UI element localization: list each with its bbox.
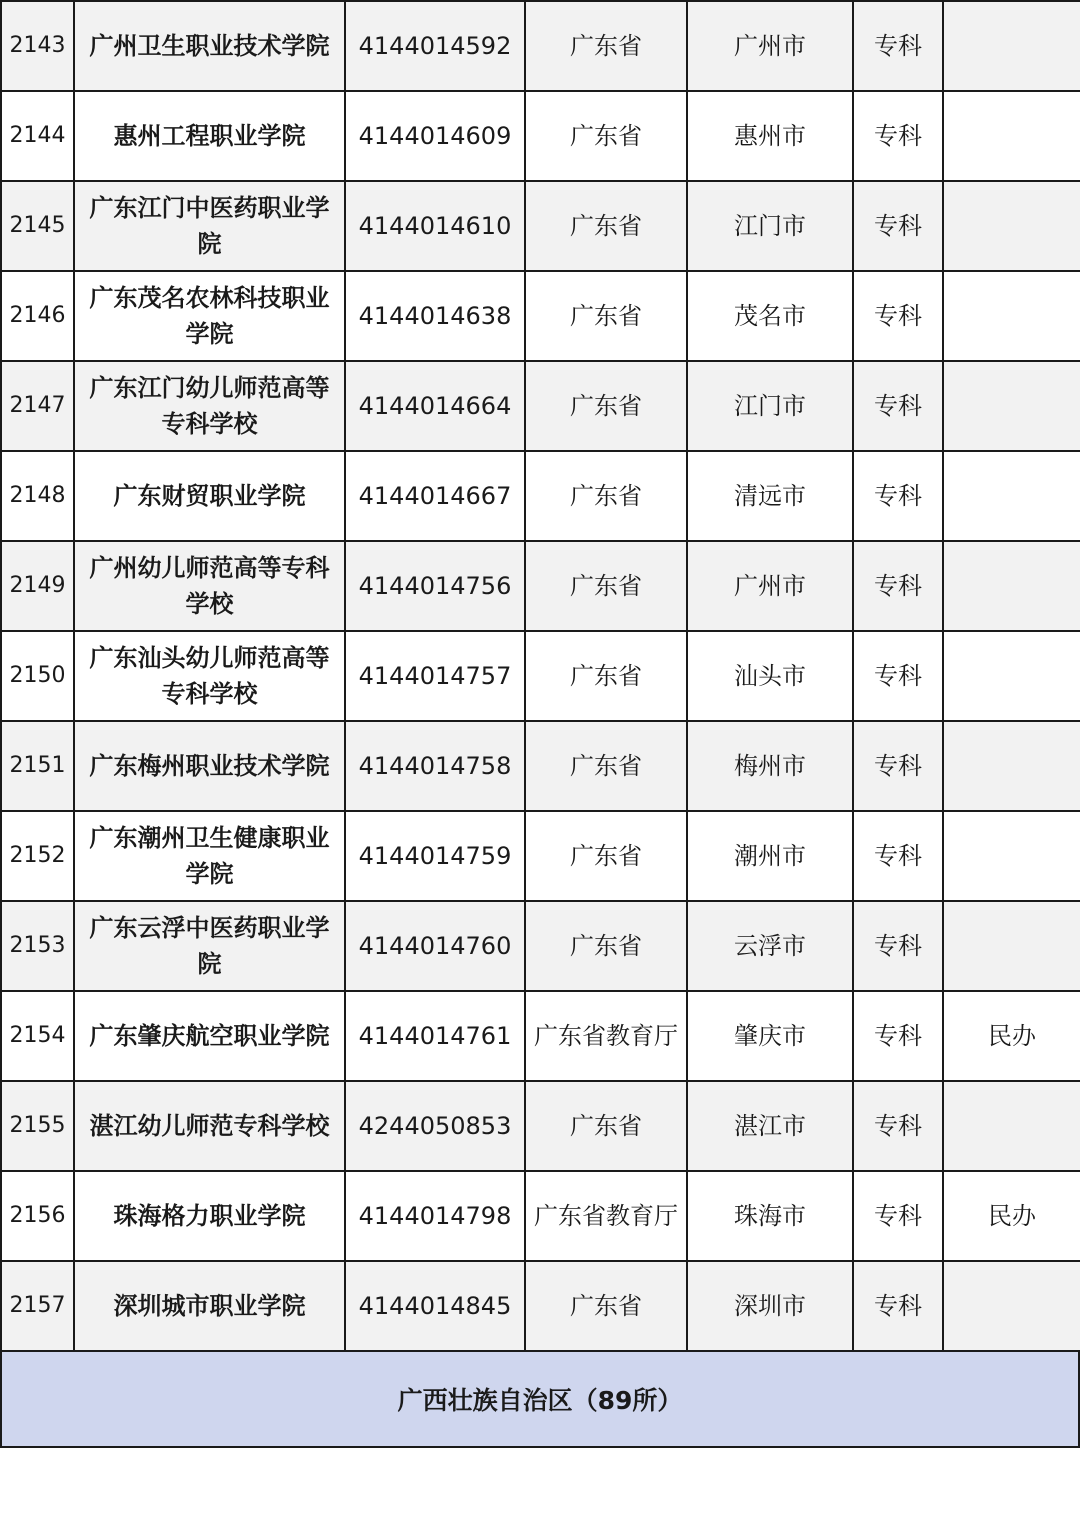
school-code-cell: 4144014759 bbox=[345, 811, 525, 901]
authority-cell: 广东省 bbox=[525, 271, 687, 361]
note-cell bbox=[943, 181, 1080, 271]
school-code-cell: 4144014757 bbox=[345, 631, 525, 721]
level-cell: 专科 bbox=[853, 181, 943, 271]
row-number-cell: 2147 bbox=[1, 361, 74, 451]
note-cell bbox=[943, 1081, 1080, 1171]
row-number-cell: 2143 bbox=[1, 1, 74, 91]
city-cell: 云浮市 bbox=[687, 901, 853, 991]
table-row bbox=[1, 361, 1080, 451]
school-code-cell: 4144014761 bbox=[345, 991, 525, 1081]
school-name-cell: 广东梅州职业技术学院 bbox=[74, 721, 345, 811]
city-cell: 肇庆市 bbox=[687, 991, 853, 1081]
row-number-cell: 2148 bbox=[1, 451, 74, 541]
row-number-cell: 2150 bbox=[1, 631, 74, 721]
school-code-cell: 4144014638 bbox=[345, 271, 525, 361]
authority-cell: 广东省 bbox=[525, 451, 687, 541]
row-number-cell: 2151 bbox=[1, 721, 74, 811]
level-cell: 专科 bbox=[853, 631, 943, 721]
table-row bbox=[1, 1261, 1080, 1351]
school-code-cell: 4244050853 bbox=[345, 1081, 525, 1171]
note-cell bbox=[943, 1, 1080, 91]
note-cell bbox=[943, 1261, 1080, 1351]
city-cell: 茂名市 bbox=[687, 271, 853, 361]
table-row bbox=[1, 451, 1080, 541]
note-cell bbox=[943, 901, 1080, 991]
authority-cell: 广东省 bbox=[525, 181, 687, 271]
school-name-cell: 广东江门幼儿师范高等专科学校 bbox=[74, 361, 345, 451]
school-name-cell: 广东财贸职业学院 bbox=[74, 451, 345, 541]
school-code-cell: 4144014609 bbox=[345, 91, 525, 181]
table-row bbox=[1, 991, 1080, 1081]
school-code-cell: 4144014760 bbox=[345, 901, 525, 991]
school-code-cell: 4144014592 bbox=[345, 1, 525, 91]
table-row bbox=[1, 541, 1080, 631]
row-number-cell: 2155 bbox=[1, 1081, 74, 1171]
note-cell bbox=[943, 541, 1080, 631]
school-name-cell: 广东江门中医药职业学院 bbox=[74, 181, 345, 271]
level-cell: 专科 bbox=[853, 1261, 943, 1351]
school-code-cell: 4144014664 bbox=[345, 361, 525, 451]
authority-cell: 广东省 bbox=[525, 541, 687, 631]
row-number-cell: 2144 bbox=[1, 91, 74, 181]
row-number-cell: 2153 bbox=[1, 901, 74, 991]
table-row bbox=[1, 1, 1080, 91]
school-name-cell: 珠海格力职业学院 bbox=[74, 1171, 345, 1261]
row-number-cell: 2152 bbox=[1, 811, 74, 901]
table-row bbox=[1, 91, 1080, 181]
school-name-cell: 广东汕头幼儿师范高等专科学校 bbox=[74, 631, 345, 721]
authority-cell: 广东省 bbox=[525, 1261, 687, 1351]
school-code-cell: 4144014798 bbox=[345, 1171, 525, 1261]
city-cell: 江门市 bbox=[687, 361, 853, 451]
level-cell: 专科 bbox=[853, 1081, 943, 1171]
school-name-cell: 湛江幼儿师范专科学校 bbox=[74, 1081, 345, 1171]
note-cell bbox=[943, 631, 1080, 721]
city-cell: 清远市 bbox=[687, 451, 853, 541]
level-cell: 专科 bbox=[853, 721, 943, 811]
city-cell: 惠州市 bbox=[687, 91, 853, 181]
row-number-cell: 2157 bbox=[1, 1261, 74, 1351]
school-code-cell: 4144014758 bbox=[345, 721, 525, 811]
note-cell bbox=[943, 91, 1080, 181]
school-name-cell: 广东肇庆航空职业学院 bbox=[74, 991, 345, 1081]
section-header-guangxi bbox=[0, 1352, 1080, 1448]
school-name-cell: 广州卫生职业技术学院 bbox=[74, 1, 345, 91]
authority-cell: 广东省 bbox=[525, 91, 687, 181]
authority-cell: 广东省 bbox=[525, 901, 687, 991]
row-number-cell: 2149 bbox=[1, 541, 74, 631]
table-row bbox=[1, 811, 1080, 901]
row-number-cell: 2156 bbox=[1, 1171, 74, 1261]
authority-cell: 广东省 bbox=[525, 361, 687, 451]
level-cell: 专科 bbox=[853, 541, 943, 631]
table-body bbox=[1, 1, 1080, 1351]
note-cell bbox=[943, 451, 1080, 541]
city-cell: 汕头市 bbox=[687, 631, 853, 721]
school-name-cell: 深圳城市职业学院 bbox=[74, 1261, 345, 1351]
city-cell: 珠海市 bbox=[687, 1171, 853, 1261]
school-name-cell: 广东云浮中医药职业学院 bbox=[74, 901, 345, 991]
row-number-cell: 2146 bbox=[1, 271, 74, 361]
level-cell: 专科 bbox=[853, 1171, 943, 1261]
table-row bbox=[1, 271, 1080, 361]
city-cell: 梅州市 bbox=[687, 721, 853, 811]
city-cell: 江门市 bbox=[687, 181, 853, 271]
note-cell bbox=[943, 811, 1080, 901]
row-number-cell: 2145 bbox=[1, 181, 74, 271]
school-code-cell: 4144014610 bbox=[345, 181, 525, 271]
city-cell: 广州市 bbox=[687, 1, 853, 91]
city-cell: 深圳市 bbox=[687, 1261, 853, 1351]
level-cell: 专科 bbox=[853, 451, 943, 541]
row-number-cell: 2154 bbox=[1, 991, 74, 1081]
note-cell bbox=[943, 361, 1080, 451]
school-code-cell: 4144014667 bbox=[345, 451, 525, 541]
note-cell bbox=[943, 721, 1080, 811]
city-cell: 广州市 bbox=[687, 541, 853, 631]
authority-cell: 广东省教育厅 bbox=[525, 991, 687, 1081]
level-cell: 专科 bbox=[853, 271, 943, 361]
authority-cell: 广东省 bbox=[525, 1081, 687, 1171]
authority-cell: 广东省 bbox=[525, 1, 687, 91]
table-row bbox=[1, 1171, 1080, 1261]
level-cell: 专科 bbox=[853, 991, 943, 1081]
table-row bbox=[1, 181, 1080, 271]
note-cell bbox=[943, 271, 1080, 361]
table-row bbox=[1, 1081, 1080, 1171]
authority-cell: 广东省 bbox=[525, 811, 687, 901]
authority-cell: 广东省 bbox=[525, 721, 687, 811]
authority-cell: 广东省 bbox=[525, 631, 687, 721]
level-cell: 专科 bbox=[853, 91, 943, 181]
city-cell: 潮州市 bbox=[687, 811, 853, 901]
level-cell: 专科 bbox=[853, 811, 943, 901]
level-cell: 专科 bbox=[853, 361, 943, 451]
table-row bbox=[1, 721, 1080, 811]
school-name-cell: 广东潮州卫生健康职业学院 bbox=[74, 811, 345, 901]
note-cell: 民办 bbox=[943, 991, 1080, 1081]
authority-cell: 广东省教育厅 bbox=[525, 1171, 687, 1261]
note-cell: 民办 bbox=[943, 1171, 1080, 1261]
level-cell: 专科 bbox=[853, 1, 943, 91]
school-name-cell: 广州幼儿师范高等专科学校 bbox=[74, 541, 345, 631]
level-cell: 专科 bbox=[853, 901, 943, 991]
school-name-cell: 广东茂名农林科技职业学院 bbox=[74, 271, 345, 361]
school-code-cell: 4144014756 bbox=[345, 541, 525, 631]
section-title: 广西壮族自治区（89所） bbox=[397, 1386, 683, 1415]
table-row bbox=[1, 901, 1080, 991]
table-row bbox=[1, 631, 1080, 721]
city-cell: 湛江市 bbox=[687, 1081, 853, 1171]
school-code-cell: 4144014845 bbox=[345, 1261, 525, 1351]
school-name-cell: 惠州工程职业学院 bbox=[74, 91, 345, 181]
